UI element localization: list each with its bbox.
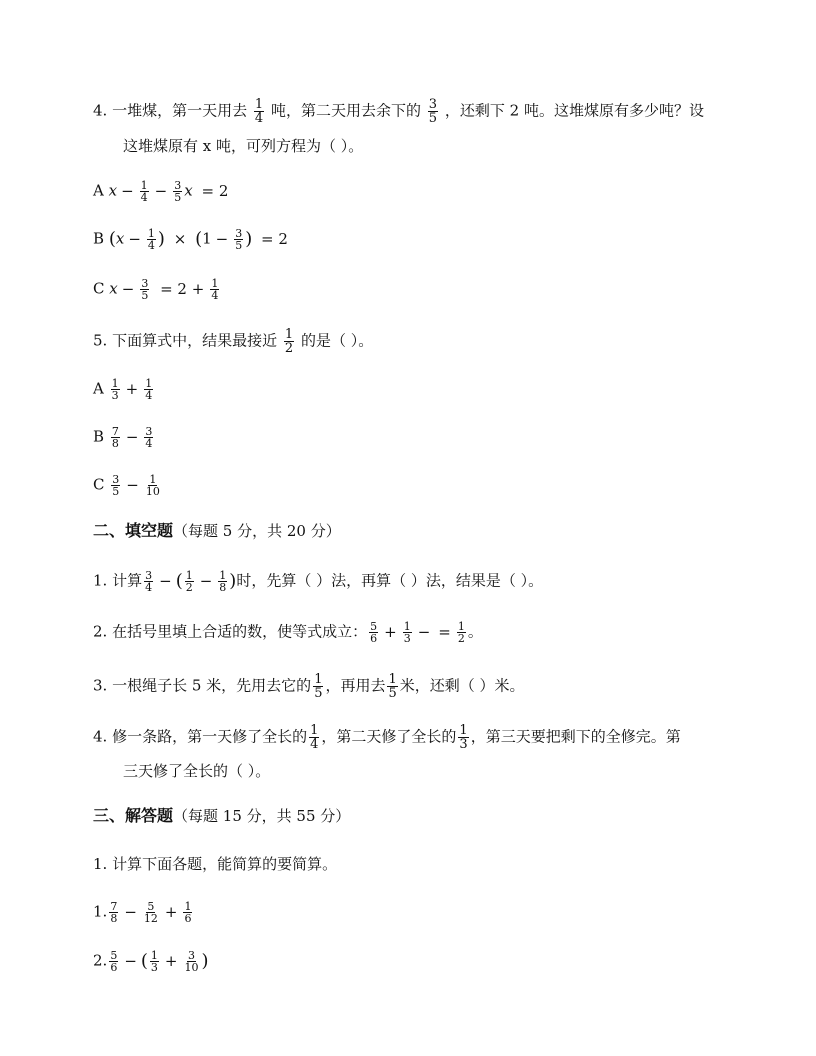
operator: × [173,229,187,248]
numerator: 1 [211,277,219,290]
denominator: 8 [111,437,119,450]
question-number: 4. [93,101,108,120]
denominator: 10 [184,961,199,974]
option-letter: C [93,475,105,494]
question-4-line-2: 这堆煤原有 x 吨，可列方程为（ ）。 [123,137,364,155]
denominator: 6 [184,912,192,925]
question-text: ，第三天要把剩下的全修完。第 [470,727,681,746]
operator: − [154,181,168,200]
fraction [309,724,319,751]
question-text: ，再用去 [325,676,386,695]
denominator: 8 [219,581,227,594]
fill-item-1: 1. 计算 $\frac{3}{4}$ − ( $\frac{1}{2}$ − $\frac{1}{8}$ )时，先算（ ）法，再算（ ）法，结果是（ ）。 [93,569,544,594]
fraction [284,328,294,355]
option-b [93,426,155,449]
fill-item-2: 2. 在括号里填上合适的数，使等式成立： $\frac{5}{6}$ + $\frac{1}{3}$ − = $\frac{1}{2}$ 。 [93,620,483,645]
denominator: 5 [141,289,149,302]
item-number: 1. [93,902,108,921]
numerator: 3 [235,227,243,240]
question-text: 计算 [112,571,143,590]
number: 1 [202,229,212,248]
fill-item-4-line-2: 三天修了全长的（ ）。 [123,762,271,780]
equation-rhs: = 2 [261,229,288,248]
denominator: 6 [110,961,118,974]
fraction [150,950,159,973]
equation-rhs: = 2 + [160,279,205,298]
section-note: （每题 5 分，共 20 分） [173,522,341,540]
numerator: 1 [150,949,158,962]
question-text: 一根绳子长 5 米，先用去它的 [112,676,312,695]
question-text: ，还剩下 [444,101,505,120]
numerator: 1 [403,620,411,633]
fraction [144,378,153,401]
fraction [111,426,120,449]
question-5 [93,328,373,355]
numerator: 1 [147,227,155,240]
question-number: 4. [93,727,108,746]
denominator: 3 [111,389,119,402]
numerator: 1 [111,377,119,390]
fraction [457,621,466,644]
section-title: 三、解答题 [93,806,174,825]
fraction [254,98,264,125]
operator: − [126,475,139,494]
numerator: 5 [110,949,118,962]
denominator: 12 [143,912,158,925]
denominator: 8 [110,912,118,925]
numerator: 5 [147,900,155,913]
denominator: 2 [457,632,465,645]
numerator: 1 [314,672,323,687]
question-text: 。 [467,622,483,641]
question-text: 吨。这堆煤原有多少吨？设 [523,101,704,120]
fraction [428,98,438,125]
numerator: 5 [370,620,378,633]
question-text: 的是（ ）。 [300,331,374,350]
denominator: 6 [370,632,378,645]
denominator: 3 [150,961,158,974]
option-c: C x − $\frac{3}{5}$ = 2 + $\frac{1}{4}$ [93,277,219,302]
fraction [210,278,219,301]
fill-item-3 [93,673,525,700]
section-title: 二、填空题 [93,521,174,540]
fraction [143,901,159,924]
operator: + [125,379,139,398]
denominator: 5 [235,239,243,252]
section-3-heading [93,806,350,826]
numerator: 1 [145,377,153,390]
numerator: 1 [459,723,468,738]
fraction [218,570,227,593]
section-2-heading [93,521,341,541]
numerator: 7 [111,425,119,438]
denominator: 4 [145,581,153,594]
section-note: （每题 15 分，共 55 分） [173,807,351,825]
fraction [111,378,120,401]
fraction [109,950,118,973]
fraction [111,474,120,497]
fraction [184,950,200,973]
fraction [313,673,323,700]
number: 2 [509,101,520,120]
option-b: B (x − $\frac{1}{4}$ ) × (1 − $\frac{3}{5}$ ) = 2 [93,227,288,252]
numerator: 3 [428,97,438,112]
option-letter: A [93,181,104,200]
numerator: 1 [254,97,264,112]
denominator: 5 [112,485,120,498]
question-text: ，第二天修了全长的 [321,727,457,746]
question-number: 5. [93,331,108,350]
option-letter: B [93,427,105,446]
numerator: 7 [110,900,118,913]
question-text: 修一条路，第一天修了全长的 [112,727,308,746]
fraction [403,621,412,644]
numerator: 1 [284,327,294,342]
fraction [140,278,149,301]
numerator: 3 [112,473,120,486]
option-c [93,474,163,497]
numerator: 1 [185,569,193,582]
question-text: 时，先算（ ）法，再算（ ）法，结果是（ ）。 [236,571,544,590]
question-4-line-1 [93,98,704,125]
numerator: 1 [140,179,148,192]
denominator: 5 [174,191,182,204]
fraction [185,570,194,593]
denominator: 4 [145,437,153,450]
equation-rhs: = 2 [201,181,229,200]
denominator: 5 [428,111,438,126]
option-letter: C [93,279,105,298]
numerator: 1 [219,569,227,582]
denominator: 4 [211,289,219,302]
denominator: 4 [140,191,148,204]
fraction [458,724,468,751]
question-text: 在括号里填上合适的数，使等式成立： [112,622,368,641]
option-letter: A [93,379,104,398]
variable: x [109,279,118,298]
operator: − [125,427,139,446]
denominator: 2 [185,581,193,594]
numerator: 3 [174,179,182,192]
denominator: 4 [310,737,319,752]
question-text: 下面算式中，结果最接近 [112,331,278,350]
denominator: 2 [284,341,294,356]
item-number: 2. [93,951,108,970]
variable: x [108,181,118,200]
expression-2: 2. $\frac{5}{6}$ − ( $\frac{1}{3}$ + $\frac{3}{10}$ ) [93,949,209,974]
fraction [144,426,153,449]
variable: x [115,229,125,248]
denominator: 4 [147,239,155,252]
numerator: 3 [145,569,153,582]
expression-1: 1. $\frac{7}{8}$ − $\frac{5}{12}$ + $\frac{1}{6}$ [93,900,192,925]
denominator: 4 [254,111,264,126]
numerator: 1 [388,672,397,687]
question-number: 2. [93,622,108,641]
option-a [93,378,155,401]
fraction [173,180,182,203]
denominator: 5 [314,686,323,701]
question-number: 1. [93,571,108,590]
numerator: 1 [310,723,319,738]
denominator: 10 [145,485,160,498]
fraction [145,474,161,497]
operator: − [121,181,134,200]
numerator: 3 [145,425,153,438]
question-number: 3. [93,676,108,695]
fraction [387,673,397,700]
fraction [109,901,118,924]
numerator: 1 [457,620,465,633]
question-text: 一堆煤，第一天用去 [112,101,248,120]
denominator: 4 [145,389,153,402]
question-text: 吨，第二天用去余下的 [270,101,421,120]
option-a [93,180,232,203]
numerator: 1 [149,473,157,486]
fill-item-4-line-1 [93,724,681,751]
numerator: 1 [184,900,192,913]
denominator: 3 [403,632,411,645]
fraction [183,901,192,924]
numerator: 3 [141,277,149,290]
fraction [144,570,153,593]
fraction [147,228,156,251]
fraction [140,180,149,203]
answer-question-1: 1. 计算下面各题，能简算的要简算。 [93,855,338,873]
denominator: 5 [388,686,397,701]
fraction [369,621,378,644]
option-letter: B [93,229,105,248]
question-text: 米，还剩（ ）米。 [399,676,525,695]
variable: x [184,181,193,200]
numerator: 3 [188,949,195,962]
fraction [234,228,243,251]
denominator: 3 [459,737,468,752]
